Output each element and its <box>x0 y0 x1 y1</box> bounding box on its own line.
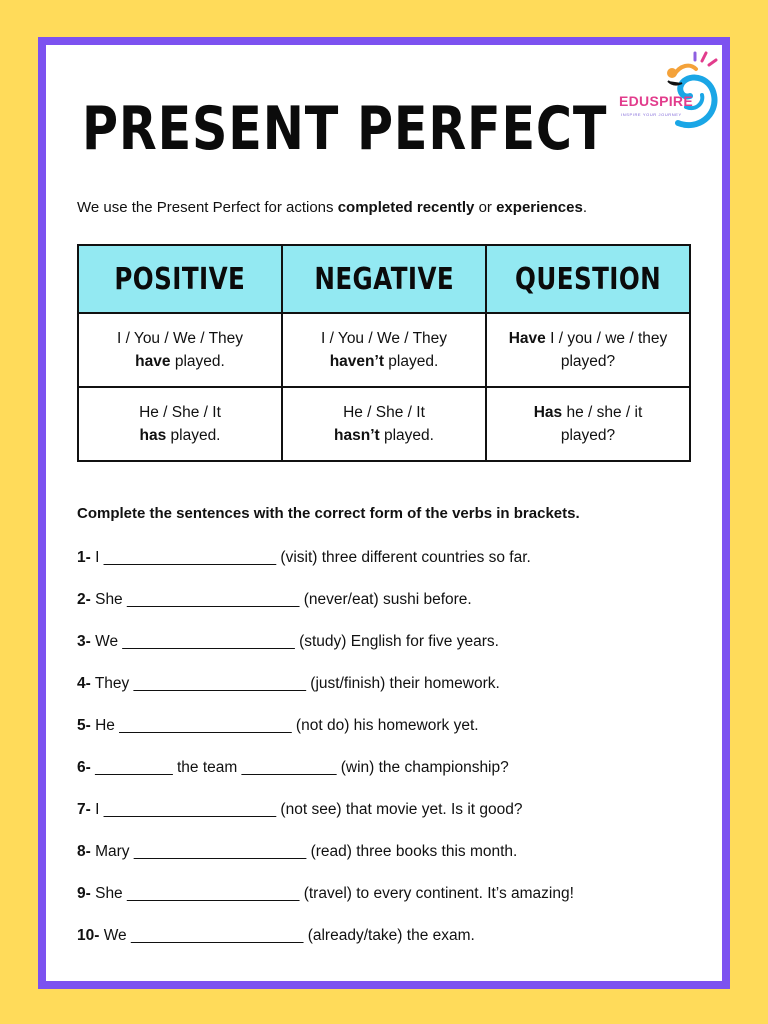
cell-text: I / You / We / They <box>116 330 244 347</box>
exercise-item <box>77 873 574 915</box>
cell-bold-text: has <box>139 427 167 444</box>
exercise-item <box>77 537 574 579</box>
exercise-number: 10- <box>77 927 100 944</box>
table-cell <box>282 387 486 461</box>
exercise-text: They ____________________ (just/finish) their homework. <box>90 675 500 692</box>
header-label: NEGATIVE <box>314 261 454 297</box>
cell-text: played. <box>170 353 225 370</box>
table-cell <box>78 313 282 387</box>
exercise-number: 2- <box>77 591 91 608</box>
exercise-list <box>77 537 574 957</box>
exercise-number: 8- <box>77 843 91 860</box>
exercise-item <box>77 747 574 789</box>
exercise-item <box>77 915 574 957</box>
worksheet-page <box>46 45 722 981</box>
exercise-item <box>77 663 574 705</box>
exercise-number: 1- <box>77 549 91 566</box>
cell-bold-text: have <box>135 353 171 370</box>
intro-sentence <box>77 198 587 218</box>
exercise-number: 7- <box>77 801 91 818</box>
exercise-number: 6- <box>77 759 91 776</box>
intro-bold-text: experiences <box>496 199 583 216</box>
exercise-text: We ____________________ (study) English for five years. <box>90 633 499 650</box>
exercise-text: Mary ____________________ (read) three books this month. <box>90 843 518 860</box>
table-cell <box>78 387 282 461</box>
exercise-text: He ____________________ (not do) his homework yet. <box>90 717 479 734</box>
exercise-item <box>77 579 574 621</box>
exercise-instruction: Complete the sentences with the correct form of the verbs in brackets. <box>77 505 580 522</box>
header-negative <box>282 245 486 313</box>
logo-tagline: INSPIRE YOUR JOURNEY <box>621 112 682 117</box>
intro-bold-text: completed recently <box>337 199 475 216</box>
cell-text: He / She / It <box>343 404 425 421</box>
cell-text: he / she / it <box>562 404 643 421</box>
cell-text: played? <box>560 427 616 444</box>
cell-text: He / She / It <box>139 404 221 421</box>
cell-text: played. <box>166 427 221 444</box>
exercise-number: 3- <box>77 633 91 650</box>
exercise-item <box>77 789 574 831</box>
exercise-number: 5- <box>77 717 91 734</box>
exercise-text: I ____________________ (not see) that movie yet. Is it good? <box>90 801 523 818</box>
header-question <box>486 245 690 313</box>
exercise-text: She ____________________ (never/eat) sushi before. <box>90 591 472 608</box>
cell-text: I / you / we / they <box>545 330 668 347</box>
cell-bold-text: haven’t <box>329 353 384 370</box>
exercise-number: 9- <box>77 885 91 902</box>
header-label: QUESTION <box>514 261 662 297</box>
table-row <box>78 313 690 387</box>
table-cell <box>486 387 690 461</box>
cell-text: played? <box>560 353 616 370</box>
exercise-text: She ____________________ (travel) to every continent. It’s amazing! <box>90 885 574 902</box>
exercise-text: I ____________________ (visit) three different countries so far. <box>90 549 531 566</box>
eduspire-logo <box>616 51 722 137</box>
exercise-text: _________ the team ___________ (win) the championship? <box>90 759 509 776</box>
cell-text: I / You / We / They <box>320 330 448 347</box>
cell-bold-text: Has <box>533 404 563 421</box>
header-label: POSITIVE <box>114 261 246 297</box>
table-cell <box>282 313 486 387</box>
table-row <box>78 387 690 461</box>
cell-text: played. <box>379 427 434 444</box>
table-cell <box>486 313 690 387</box>
intro-text: . <box>582 199 587 216</box>
exercise-text: We ____________________ (already/take) the exam. <box>99 927 475 944</box>
exercise-item <box>77 831 574 873</box>
grammar-table <box>77 244 691 462</box>
worksheet-frame <box>38 37 730 989</box>
header-positive <box>78 245 282 313</box>
logo-wordmark: EDUSPIRE <box>619 93 693 109</box>
cell-bold-text: hasn’t <box>334 427 380 444</box>
exercise-item <box>77 705 574 747</box>
exercise-item <box>77 621 574 663</box>
table-header-row <box>78 245 690 313</box>
cell-text: played. <box>383 353 439 370</box>
intro-text: We use the Present Perfect for actions <box>77 199 338 216</box>
page-title: PRESENT PERFECT <box>82 94 608 164</box>
cell-bold-text: Have <box>508 330 546 347</box>
exercise-number: 4- <box>77 675 91 692</box>
intro-text: or <box>474 199 497 216</box>
